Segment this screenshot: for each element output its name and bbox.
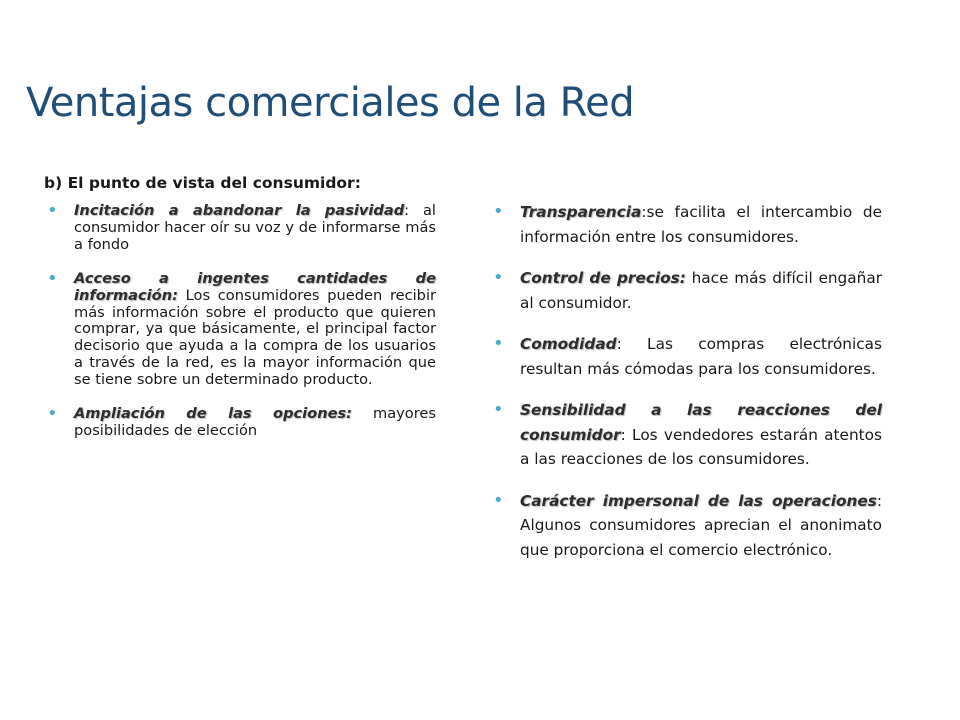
- bullet-icon: •: [493, 399, 504, 420]
- item-term: Comodidad: [520, 335, 617, 353]
- bullet-icon: •: [47, 200, 58, 221]
- item-term: Ampliación de las opciones:: [74, 405, 353, 423]
- bullet-icon: •: [47, 403, 58, 425]
- item-text: mayores posibilidades de elección: [74, 405, 436, 439]
- left-bullet-list: [44, 200, 436, 457]
- item-text: hace más difícil engañar al consumidor.: [520, 269, 883, 312]
- list-item: [490, 200, 882, 249]
- list-item: [44, 200, 436, 254]
- list-item: [490, 489, 882, 563]
- item-term: Carácter impersonal de las operaciones: [520, 491, 877, 510]
- item-text: : Las compras electrónicas resultan más cómodas para los consumidores.: [520, 335, 882, 378]
- list-item: [490, 332, 882, 381]
- bullet-icon: •: [493, 489, 504, 511]
- bullet-icon: •: [493, 333, 504, 354]
- item-term: Sensibilidad a las reacciones del consumidor: [520, 401, 882, 444]
- item-text: :se facilita el intercambio de información entre los consumidores.: [520, 203, 882, 246]
- right-bullet-list: [490, 200, 882, 579]
- list-item: [490, 266, 882, 315]
- section-subtitle: b) El punto de vista del consumidor:: [44, 174, 361, 192]
- item-text: : al consumidor hacer oír su voz y de informarse más a fondo: [74, 202, 436, 253]
- item-text: : Algunos consumidores aprecian el anonimato que proporciona el comercio electrónico.: [520, 491, 882, 559]
- bullet-icon: •: [493, 267, 504, 288]
- item-text: : Los vendedores estarán atentos a las reacciones de los consumidores.: [520, 425, 882, 468]
- bullet-icon: •: [493, 201, 504, 222]
- slide-title: Ventajas comerciales de la Red: [26, 80, 635, 126]
- item-term: Acceso a ingentes cantidades de información:: [74, 269, 436, 304]
- bullet-icon: •: [47, 267, 58, 289]
- item-term: Incitación a abandonar la pasividad: [74, 202, 405, 219]
- list-item: [490, 398, 882, 472]
- item-term: Transparencia: [520, 203, 642, 221]
- item-term: Control de precios:: [520, 269, 686, 287]
- list-item: [44, 403, 436, 440]
- list-item: [44, 267, 436, 389]
- item-text: Los consumidores pueden recibir más información sobre el producto que quieren comprar, ya que básicamente, el principal factor decisorio que ayuda a la compra de los usuarios a través de la red, es la mayor información que se tiene sobre un determinado producto.: [74, 286, 436, 389]
